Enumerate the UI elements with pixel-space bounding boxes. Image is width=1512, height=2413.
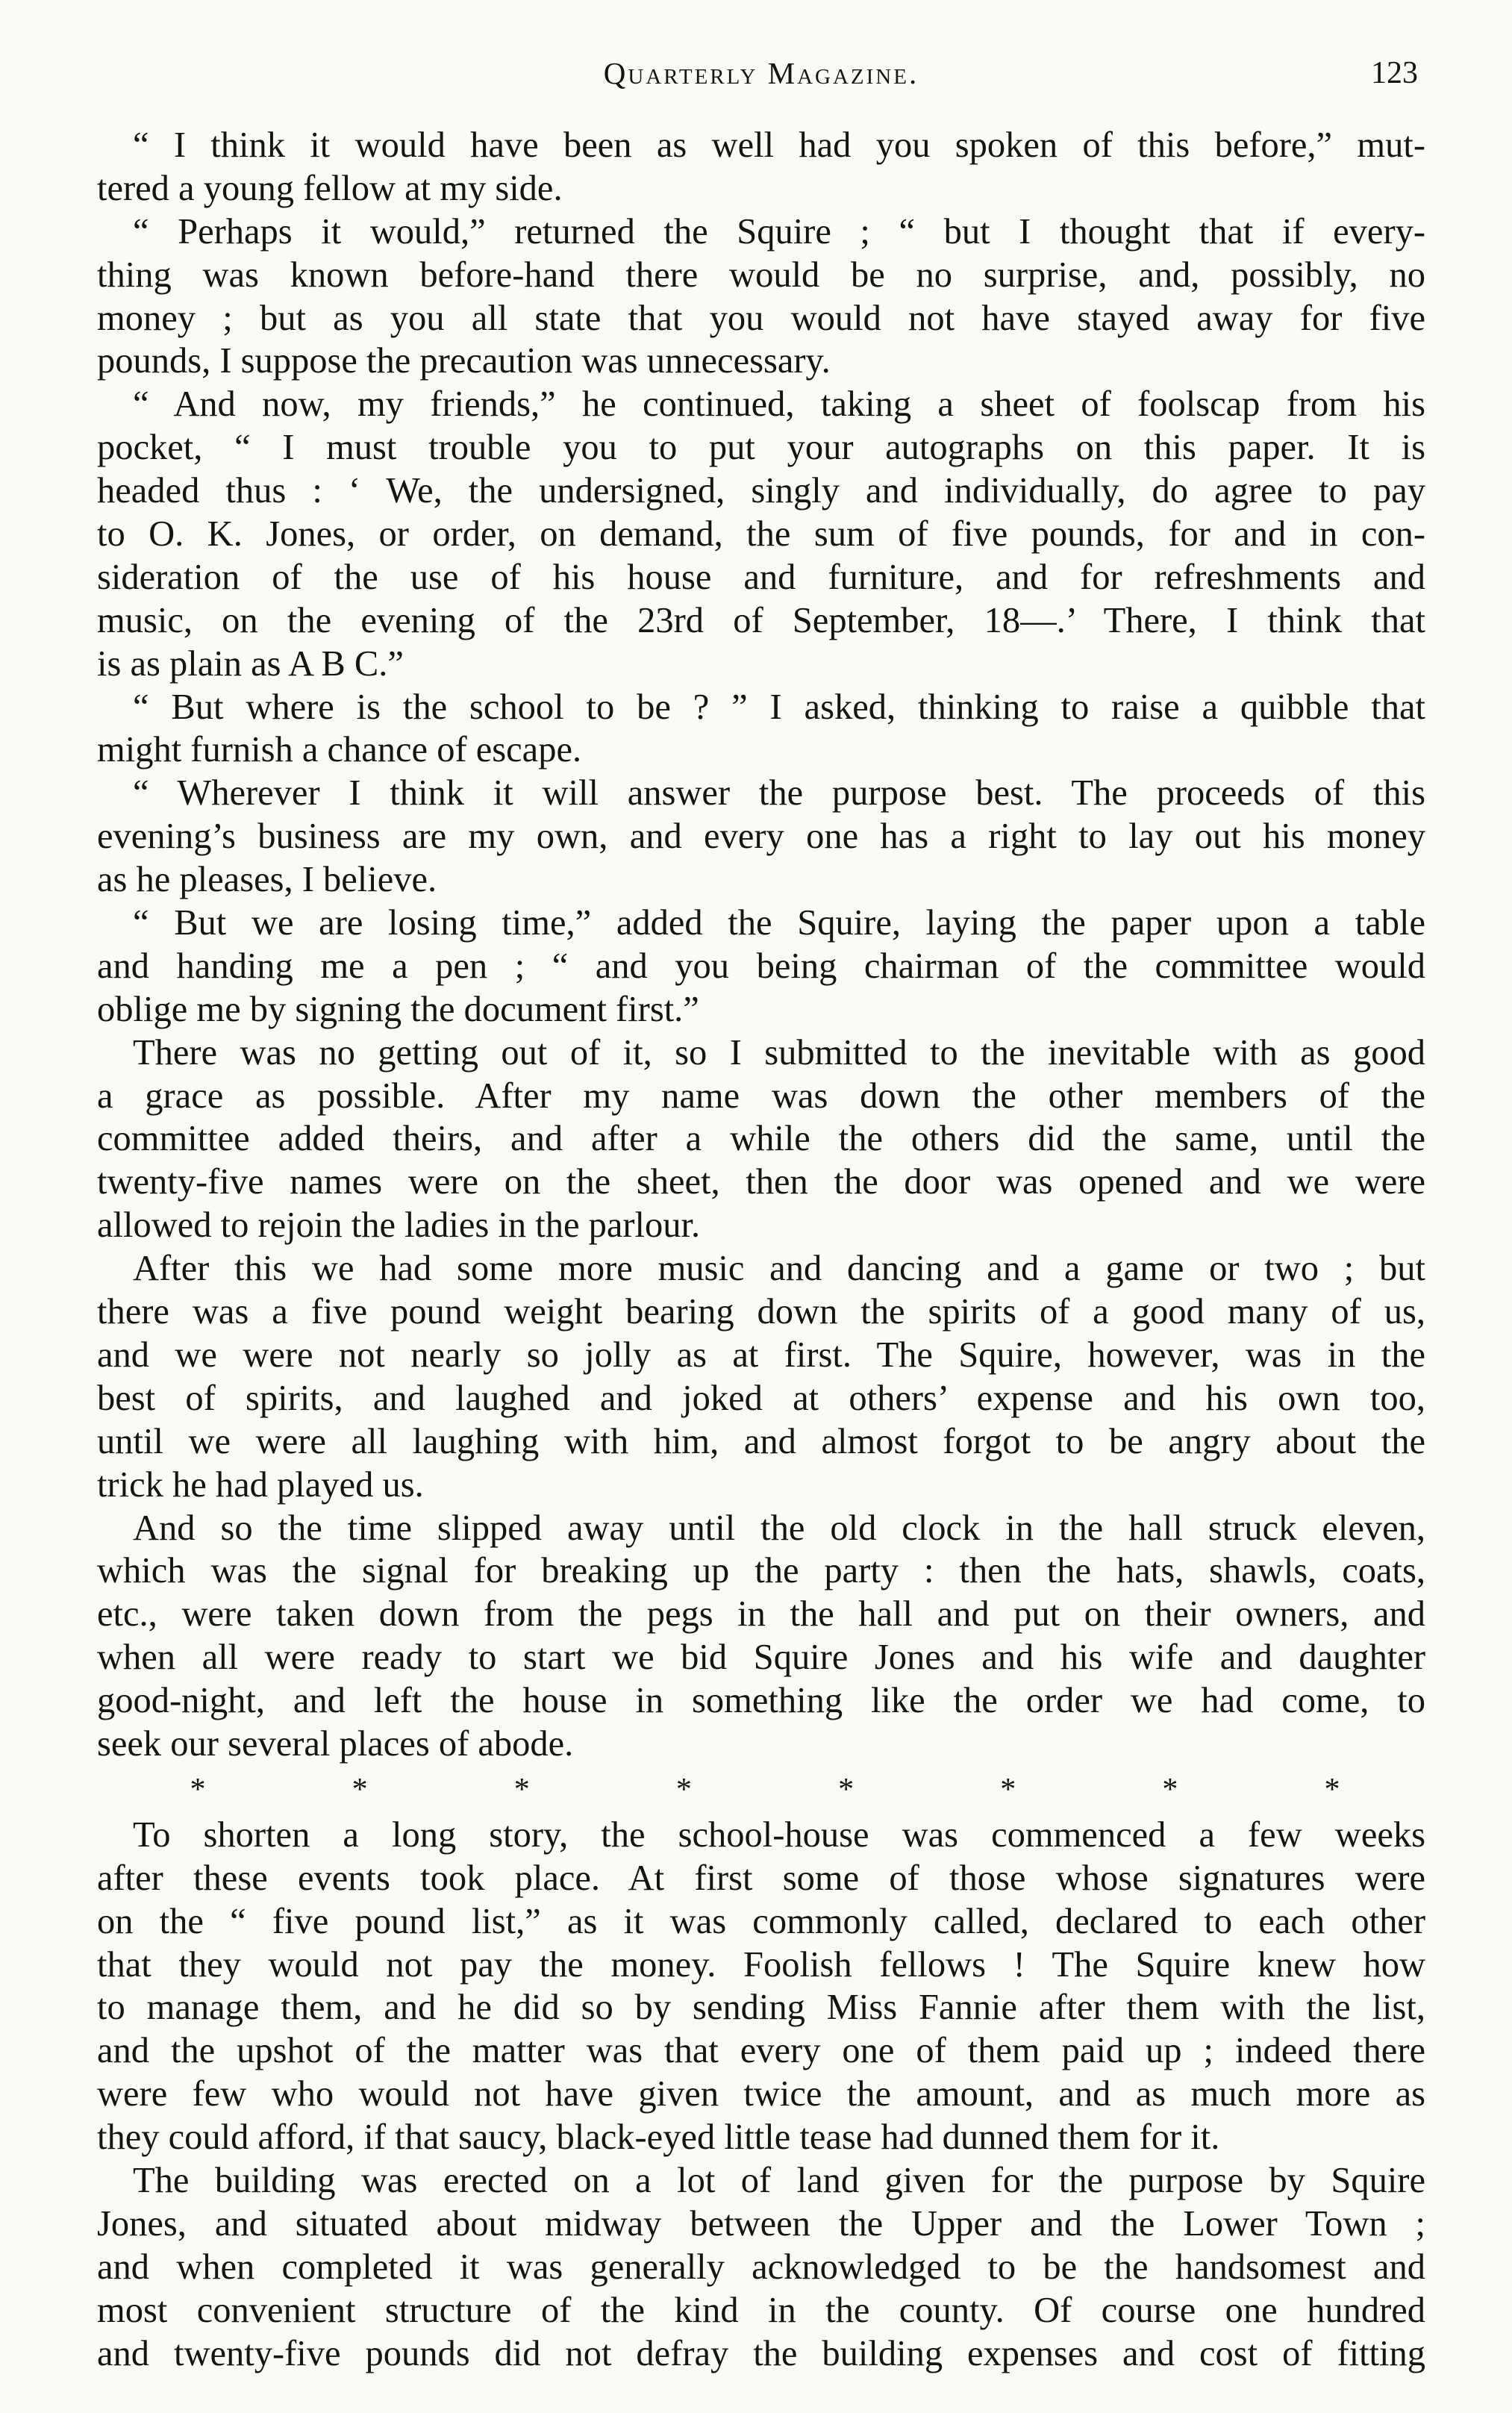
text-line: oblige me by signing the document first.”	[97, 989, 699, 1029]
text-line: and twenty-five pounds did not defray the building expenses and cost of fitting	[97, 2333, 1425, 2373]
text-line: committee added theirs, and after a while the others did the same, until the	[97, 1119, 1425, 1159]
text-line: “ But where is the school to be ? ” I asked, thinking to raise a quibble that	[133, 687, 1425, 727]
asterisk: *	[838, 1772, 855, 1807]
asterisk: *	[1162, 1772, 1178, 1807]
text-line: and when completed it was generally acknowledged to be the handsomest and	[97, 2247, 1425, 2287]
text-line: trick he had played us.	[97, 1464, 424, 1505]
page-number: 123	[1371, 56, 1418, 90]
text-line: good-night, and left the house in something like the order we had come, to	[97, 1681, 1425, 1721]
text-line: music, on the evening of the 23rd of September, 18—.’ There, I think that	[97, 600, 1425, 640]
text-line: best of spirits, and laughed and joked at others’ expense and his own too,	[97, 1378, 1425, 1418]
text-line: After this we had some more music and dancing and a game or two ; but	[133, 1249, 1425, 1289]
text-line: which was the signal for breaking up the party : then the hats, shawls, coats,	[97, 1551, 1425, 1591]
text-line: is as plain as A B C.”	[97, 643, 404, 684]
text-line: headed thus : ‘ We, the undersigned, singly and individually, do agree to pay	[97, 471, 1425, 511]
text-line: allowed to rejoin the ladies in the parlour.	[97, 1205, 701, 1246]
asterisk: *	[352, 1772, 368, 1807]
text-line: to manage them, and he did so by sending Miss Fannie after them with the list,	[97, 1988, 1425, 2028]
text-line: to O. K. Jones, or order, on demand, the sum of five pounds, for and in con-	[97, 514, 1425, 555]
text-line: might furnish a chance of escape.	[97, 730, 582, 770]
running-title: Quarterly Magazine.	[603, 56, 919, 90]
text-line: pocket, “ I must trouble you to put your autographs on this paper. It is	[97, 428, 1425, 468]
text-line: “ I think it would have been as well had you spoken of this before,” mut-	[133, 125, 1425, 165]
asterisk: *	[1324, 1772, 1340, 1807]
text-line: The building was erected on a lot of land given for the purpose by Squire	[133, 2160, 1425, 2200]
running-head	[104, 49, 1418, 97]
asterisk: *	[675, 1772, 692, 1807]
text-line: they could afford, if that saucy, black-eyed little tease had dunned them for it.	[97, 2117, 1220, 2158]
text-line: pounds, I suppose the precaution was unnecessary.	[97, 341, 831, 381]
text-line: seek our several places of abode.	[97, 1723, 574, 1764]
text-line: were few who would not have given twice the amount, and as much more as	[97, 2074, 1425, 2114]
text-line: and we were not nearly so jolly as at first. The Squire, however, was in the	[97, 1335, 1425, 1375]
text-line: Jones, and situated about midway between the Upper and the Lower Town ;	[97, 2203, 1425, 2244]
text-line: after these events took place. At first some of those whose signatures were	[97, 1858, 1425, 1898]
text-line: a grace as possible. After my name was down the other members of the	[97, 1076, 1425, 1116]
text-block-before-break	[97, 124, 1425, 1766]
text-line: there was a five pound weight bearing down the spirits of a good many of us,	[97, 1292, 1425, 1332]
text-line: on the “ five pound list,” as it was commonly called, declared to each other	[97, 1901, 1425, 1941]
text-line: “ But we are losing time,” added the Squire, laying the paper upon a table	[133, 903, 1425, 943]
section-break	[97, 1766, 1425, 1814]
text-line: And so the time slipped away until the old clock in the hall struck eleven,	[133, 1508, 1425, 1548]
text-line: most convenient structure of the kind in the county. Of course one hundred	[97, 2290, 1425, 2330]
body-text	[97, 124, 1425, 2375]
asterisk: *	[190, 1772, 206, 1807]
text-line: as he pleases, I believe.	[97, 860, 437, 900]
text-line: twenty-five names were on the sheet, then the door was opened and we were	[97, 1162, 1425, 1202]
text-line: sideration of the use of his house and furniture, and for refreshments and	[97, 557, 1425, 597]
text-line: evening’s business are my own, and every one has a right to lay out his money	[97, 817, 1425, 857]
text-line: “ Wherever I think it will answer the purpose best. The proceeds of this	[133, 773, 1425, 814]
text-line: There was no getting out of it, so I submitted to the inevitable with as good	[133, 1032, 1425, 1073]
text-line: and the upshot of the matter was that every one of them paid up ; indeed there	[97, 2031, 1425, 2071]
text-line: that they would not pay the money. Foolish fellows ! The Squire knew how	[97, 1944, 1425, 1985]
text-block-after-break	[97, 1814, 1425, 2376]
text-line: and handing me a pen ; “ and you being chairman of the committee would	[97, 946, 1425, 986]
text-line: when all were ready to start we bid Squire Jones and his wife and daughter	[97, 1638, 1425, 1678]
text-line: “ Perhaps it would,” returned the Squire ; “ but I thought that if every-	[133, 211, 1425, 252]
text-line: tered a young fellow at my side.	[97, 168, 563, 208]
asterisk: *	[513, 1772, 530, 1807]
text-line: until we were all laughing with him, and almost forgot to be angry about the	[97, 1421, 1425, 1461]
text-line: “ And now, my friends,” he continued, taking a sheet of foolscap from his	[133, 384, 1425, 425]
text-line: etc., were taken down from the pegs in the hall and put on their owners, and	[97, 1594, 1425, 1635]
text-line: thing was known before-hand there would be no surprise, and, possibly, no	[97, 255, 1425, 295]
asterisk: *	[1000, 1772, 1016, 1807]
text-line: To shorten a long story, the school-house was commenced a few weeks	[133, 1814, 1425, 1855]
text-line: money ; but as you all state that you would not have stayed away for five	[97, 298, 1425, 338]
